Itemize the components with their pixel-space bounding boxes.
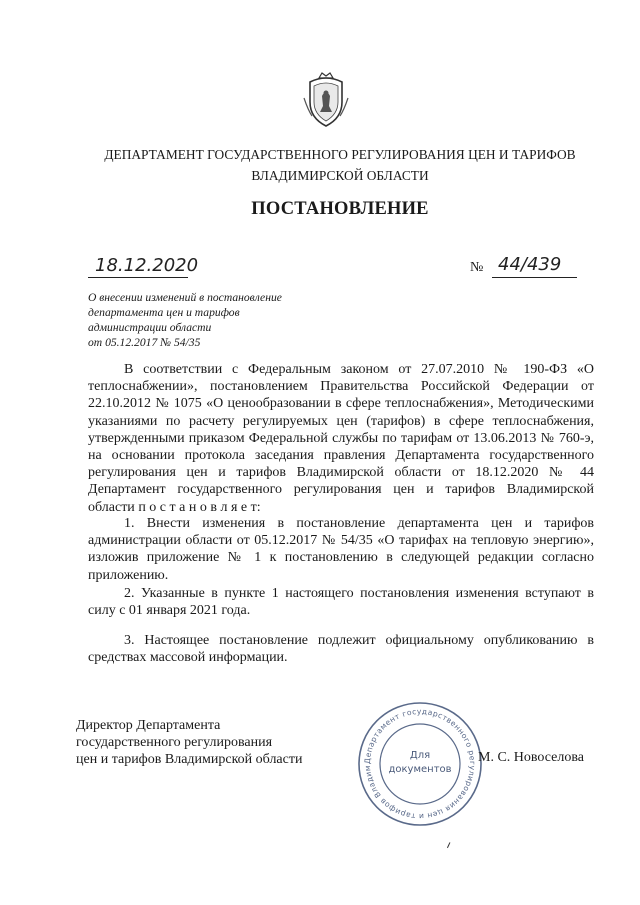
- number-sign: №: [470, 260, 484, 275]
- stamp-center-line1: Для: [409, 750, 431, 761]
- document-subject: [88, 290, 282, 350]
- signatory-title: [76, 717, 302, 768]
- subject-line: О внесении изменений в постановление: [88, 291, 282, 304]
- stamp-ring-text: Департамент государственного регулирования цен и тарифов Владим: [362, 706, 478, 822]
- item-1-paragraph: [88, 515, 594, 584]
- official-stamp: [356, 700, 484, 828]
- department-name-line2: ВЛАДИМИРСКОЙ ОБЛАСТИ: [251, 168, 429, 183]
- signatory-title-line: Директор Департамента: [76, 718, 221, 733]
- document-date: 18.12.2020: [95, 255, 199, 276]
- preamble-paragraph: [88, 361, 594, 516]
- date-underline: [88, 277, 188, 278]
- item-1-text: 1. Внести изменения в постановление департамента цен и тарифов администрации области от 05.12.2017 № 54/35 «О тарифах на тепловую энергию», изложив приложение № 1 к постановлению в следующей редакции согласно приложению.: [88, 516, 594, 583]
- coat-of-arms-icon: [302, 72, 350, 130]
- document-type-title: ПОСТАНОВЛЕНИЕ: [251, 199, 429, 219]
- pen-mark: [447, 842, 454, 850]
- signatory-name: М. С. Новоселова: [478, 750, 584, 765]
- stamp-center-line2: документов: [388, 764, 452, 775]
- decree-word: п о с т а н о в л я е т:: [138, 499, 261, 515]
- document-number: 44/439: [498, 254, 562, 275]
- item-3-paragraph: [88, 632, 594, 666]
- preamble-text: В соответствии с Федеральным законом от 27.07.2010 № 190-ФЗ «О теплоснабжении», постановлением Правительства Российской Федерации от 22.10.2012 № 1075 «О ценообразовании в сфере теплоснабжения», Методическими указаниями по расчету регулируемых цен (тарифов) в сфере теплоснабжения, утвержденными приказом Федеральной службы по тарифам от 13.06.2013 № 760-э, на основании протокола заседания правления Департамента государственного регулирования цен и тарифов Владимирской области от 18.12.2020 № 44 Департамент государственного регулирования цен и тарифов Владимирской области: [88, 362, 594, 515]
- department-name-line1: ДЕПАРТАМЕНТ ГОСУДАРСТВЕННОГО РЕГУЛИРОВАНИЯ ЦЕН И ТАРИФОВ: [104, 147, 576, 162]
- subject-line: администрации области: [88, 321, 212, 334]
- signatory-title-line: государственного регулирования: [76, 735, 273, 750]
- signatory-title-line: цен и тарифов Владимирской области: [76, 752, 303, 767]
- item-2-paragraph: [88, 585, 594, 619]
- subject-line: департамента цен и тарифов: [88, 306, 240, 319]
- item-2-text: 2. Указанные в пункте 1 настоящего постановления изменения вступают в силу с 01 января 2021 года.: [88, 586, 594, 619]
- subject-line: от 05.12.2017 № 54/35: [88, 336, 201, 349]
- number-underline: [492, 277, 577, 278]
- item-3-text: 3. Настоящее постановление подлежит официальному опубликованию в средствах массовой информации.: [88, 633, 594, 666]
